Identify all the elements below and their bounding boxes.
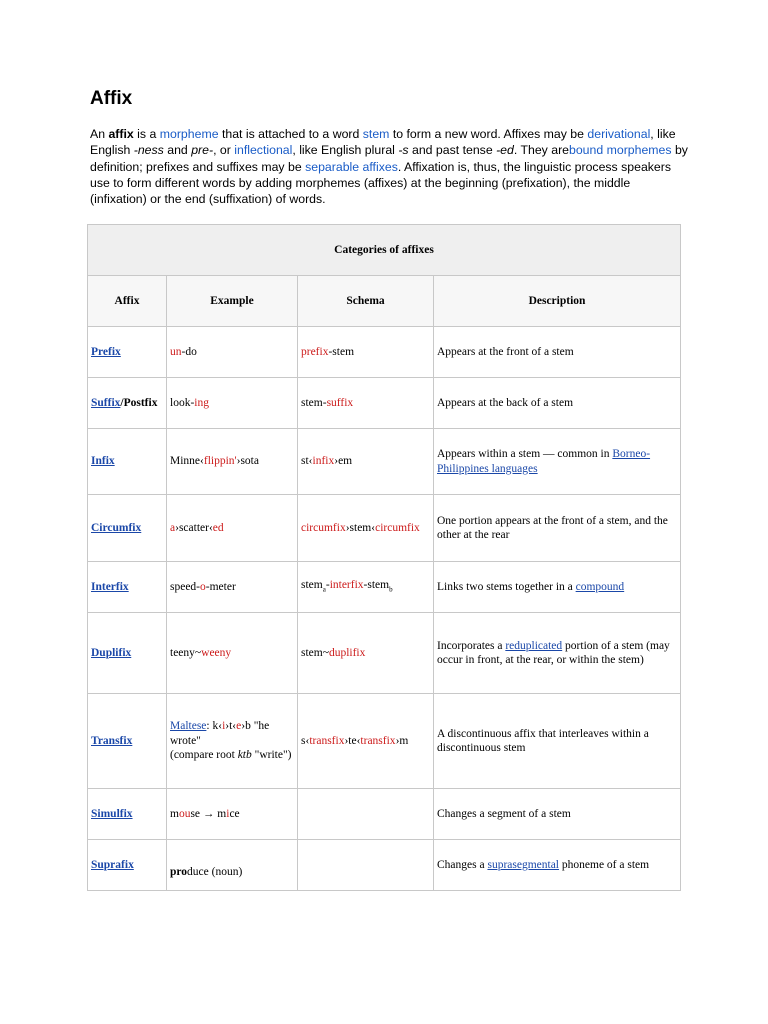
affix-cell [88,694,167,789]
example-affix-part: un [170,345,182,358]
schema-cell [298,694,434,789]
schema-text: stem~ [301,646,329,659]
table-row [88,327,681,378]
affix-cell [88,378,167,429]
example-italic: ktb [237,749,252,762]
table-row [88,789,681,840]
intro-text: that is attached to a word [218,127,363,141]
example-text: ›b "he wrote" [170,720,270,747]
example-text: m [170,807,179,820]
link-circumfix[interactable]: Circumfix [91,521,142,534]
intro-text: , like English plural [292,143,399,158]
schema-affix-part: circumfix [301,521,346,534]
link-infix[interactable]: Infix [91,455,115,468]
schema-cell [298,562,434,613]
example-affix-part: e [236,720,242,733]
link-suffix[interactable]: Suffix [91,396,121,409]
table-header-row [88,276,681,327]
affix-text: /Postfix [120,396,158,409]
schema-text: ›te‹ [344,734,361,747]
schema-text: ›m [395,734,409,747]
example-cell [167,840,298,891]
example-cell [167,495,298,562]
example-cell [167,327,298,378]
example-text: ›sota [236,455,259,468]
description-text: Appears within a stem — common in [437,448,613,460]
description-text: Incorporates a [437,639,506,652]
example-text: "write") [251,749,292,762]
example-affix-part: ing [194,396,209,409]
schema-text: st‹ [301,455,313,468]
example-affix-part: i [226,807,230,820]
table-caption: Categories of affixes [88,225,681,276]
description-cell [434,840,681,891]
intro-italic: -ed [496,143,514,158]
schema-text: stem- [301,396,327,409]
link-interfix[interactable]: Interfix [91,580,129,593]
example-cell [167,789,298,840]
example-affix-part: ou [178,807,191,820]
link-morpheme[interactable]: morpheme [159,127,219,141]
table-caption-row [88,225,681,276]
example-cell [167,694,298,789]
description-text: Changes a [437,858,488,871]
description-cell: One portion appears at the front of a stem, and the other at the rear [434,495,681,562]
schema-cell [298,378,434,429]
example-affix-part: o [200,580,206,593]
intro-text: , like English [90,127,676,158]
example-cell [167,613,298,694]
description-cell: Appears at the front of a stem [434,327,681,378]
example-cell [167,562,298,613]
table-row [88,840,681,891]
example-text: -meter [205,580,236,593]
intro-text: , or [213,143,235,158]
schema-cell [298,613,434,694]
example-text: duce (noun) [187,865,243,878]
schema-text: stem [301,578,323,591]
description-cell: Changes a segment of a stem [434,789,681,840]
schema-cell [298,495,434,562]
link-duplifix[interactable]: Duplifix [91,646,132,659]
schema-text: - [325,578,330,591]
schema-affix-part: interfix [329,578,364,591]
affix-cell [88,429,167,495]
intro-text: to form a new word. Affixes may be [389,127,588,141]
header-description: Description [434,276,681,327]
schema-text: s‹ [301,734,310,747]
link-suprasegmental[interactable]: suprasegmental [487,858,560,871]
schema-cell [298,840,434,891]
example-cell [167,429,298,495]
schema-affix-part: infix [312,455,335,468]
schema-text: ›em [334,455,353,468]
description-cell: A discontinuous affix that interleaves within a discontinuous stem [434,694,681,789]
header-schema: Schema [298,276,434,327]
header-affix: Affix [88,276,167,327]
link-bound-morphemes[interactable]: bound morphemes [569,143,672,158]
schema-cell [298,327,434,378]
example-affix-part: a [170,521,176,534]
affix-categories-table [87,224,681,891]
example-affix-part: weeny [201,646,232,659]
schema-affix-part: prefix [301,345,329,358]
intro-bold-affix: affix [108,127,134,141]
link-maltese[interactable]: Maltese [170,720,207,733]
description-cell [434,562,681,613]
description-cell [434,429,681,495]
intro-text: An [90,127,109,141]
table-row [88,562,681,613]
schema-affix-part: transfix [360,734,396,747]
affix-cell [88,613,167,694]
example-text: speed- [170,580,201,593]
intro-italic: pre- [191,143,214,158]
description-text: portion of a stem (may occur in front, at the rear, or within the stem) [437,639,670,666]
schema-text: -stem [328,345,355,358]
example-text: (compare root [170,749,238,762]
table-row [88,694,681,789]
table-row [88,378,681,429]
intro-paragraph [90,126,690,207]
schema-text: ›stem‹ [345,521,376,534]
intro-text: . Affixation is, thus, the linguistic process speakers use to form different words by adding morphemes (affixes) at the beginning (prefixation), the middle (infixation) or the end (suffixation) of words. [90,159,672,207]
description-cell [434,613,681,694]
affix-cell [88,789,167,840]
example-cell [167,378,298,429]
schema-subscript: b [389,584,393,593]
example-bold-part: pro [170,865,188,878]
example-text: look- [170,396,195,409]
example-text: Minne‹ [170,455,204,468]
example-affix-part: i [222,720,226,733]
schema-text: -stem [363,578,390,591]
example-affix-part: ed [212,521,224,534]
affix-cell [88,840,167,891]
schema-affix-part: circumfix [375,521,420,534]
schema-cell [298,429,434,495]
intro-text: . They are [513,143,569,158]
table-row [88,429,681,495]
example-text: ›t‹ [225,720,237,733]
link-separable-affixes[interactable]: separable affixes [305,159,398,174]
intro-text: and past tense [408,143,497,158]
link-prefix[interactable]: Prefix [91,345,121,358]
schema-affix-part: transfix [309,734,345,747]
intro-text: and [163,143,192,158]
intro-italic: -ness [133,143,164,158]
intro-text: by definition; prefixes and suffixes may be [90,143,688,174]
affix-cell [88,327,167,378]
schema-affix-part: suffix [326,396,354,409]
table-row [88,613,681,694]
link-reduplicated[interactable]: reduplicated [505,639,563,652]
example-text: se → m [190,807,227,820]
example-affix-part: flippin' [203,455,237,468]
link-simulfix[interactable]: Simulfix [91,807,133,820]
description-text: phoneme of a stem [559,858,650,871]
example-text: -do [181,345,197,358]
link-suprafix[interactable]: Suprafix [91,858,134,871]
link-inflectional[interactable]: inflectional [234,143,293,158]
link-transfix[interactable]: Transfix [91,734,133,747]
link-borneo-philippines-languages[interactable]: Borneo-Philippines languages [437,448,651,475]
example-text: teeny~ [170,646,202,659]
page-title: Affix [90,88,133,109]
intro-text: is a [133,127,160,141]
affix-cell [88,495,167,562]
example-text: ce [229,807,240,820]
description-cell: Appears at the back of a stem [434,378,681,429]
description-text: Links two stems together in a [437,580,576,593]
schema-subscript: a [322,584,326,593]
schema-affix-part: duplifix [328,646,366,659]
schema-cell [298,789,434,840]
affix-cell [88,562,167,613]
link-stem[interactable]: stem [362,127,390,141]
example-text: : k‹ [206,720,223,733]
example-text: ›scatter‹ [175,521,213,534]
link-derivational[interactable]: derivational [587,127,651,141]
link-compound[interactable]: compound [575,580,625,593]
intro-italic: -s [398,143,409,158]
header-example: Example [167,276,298,327]
table-row [88,495,681,562]
